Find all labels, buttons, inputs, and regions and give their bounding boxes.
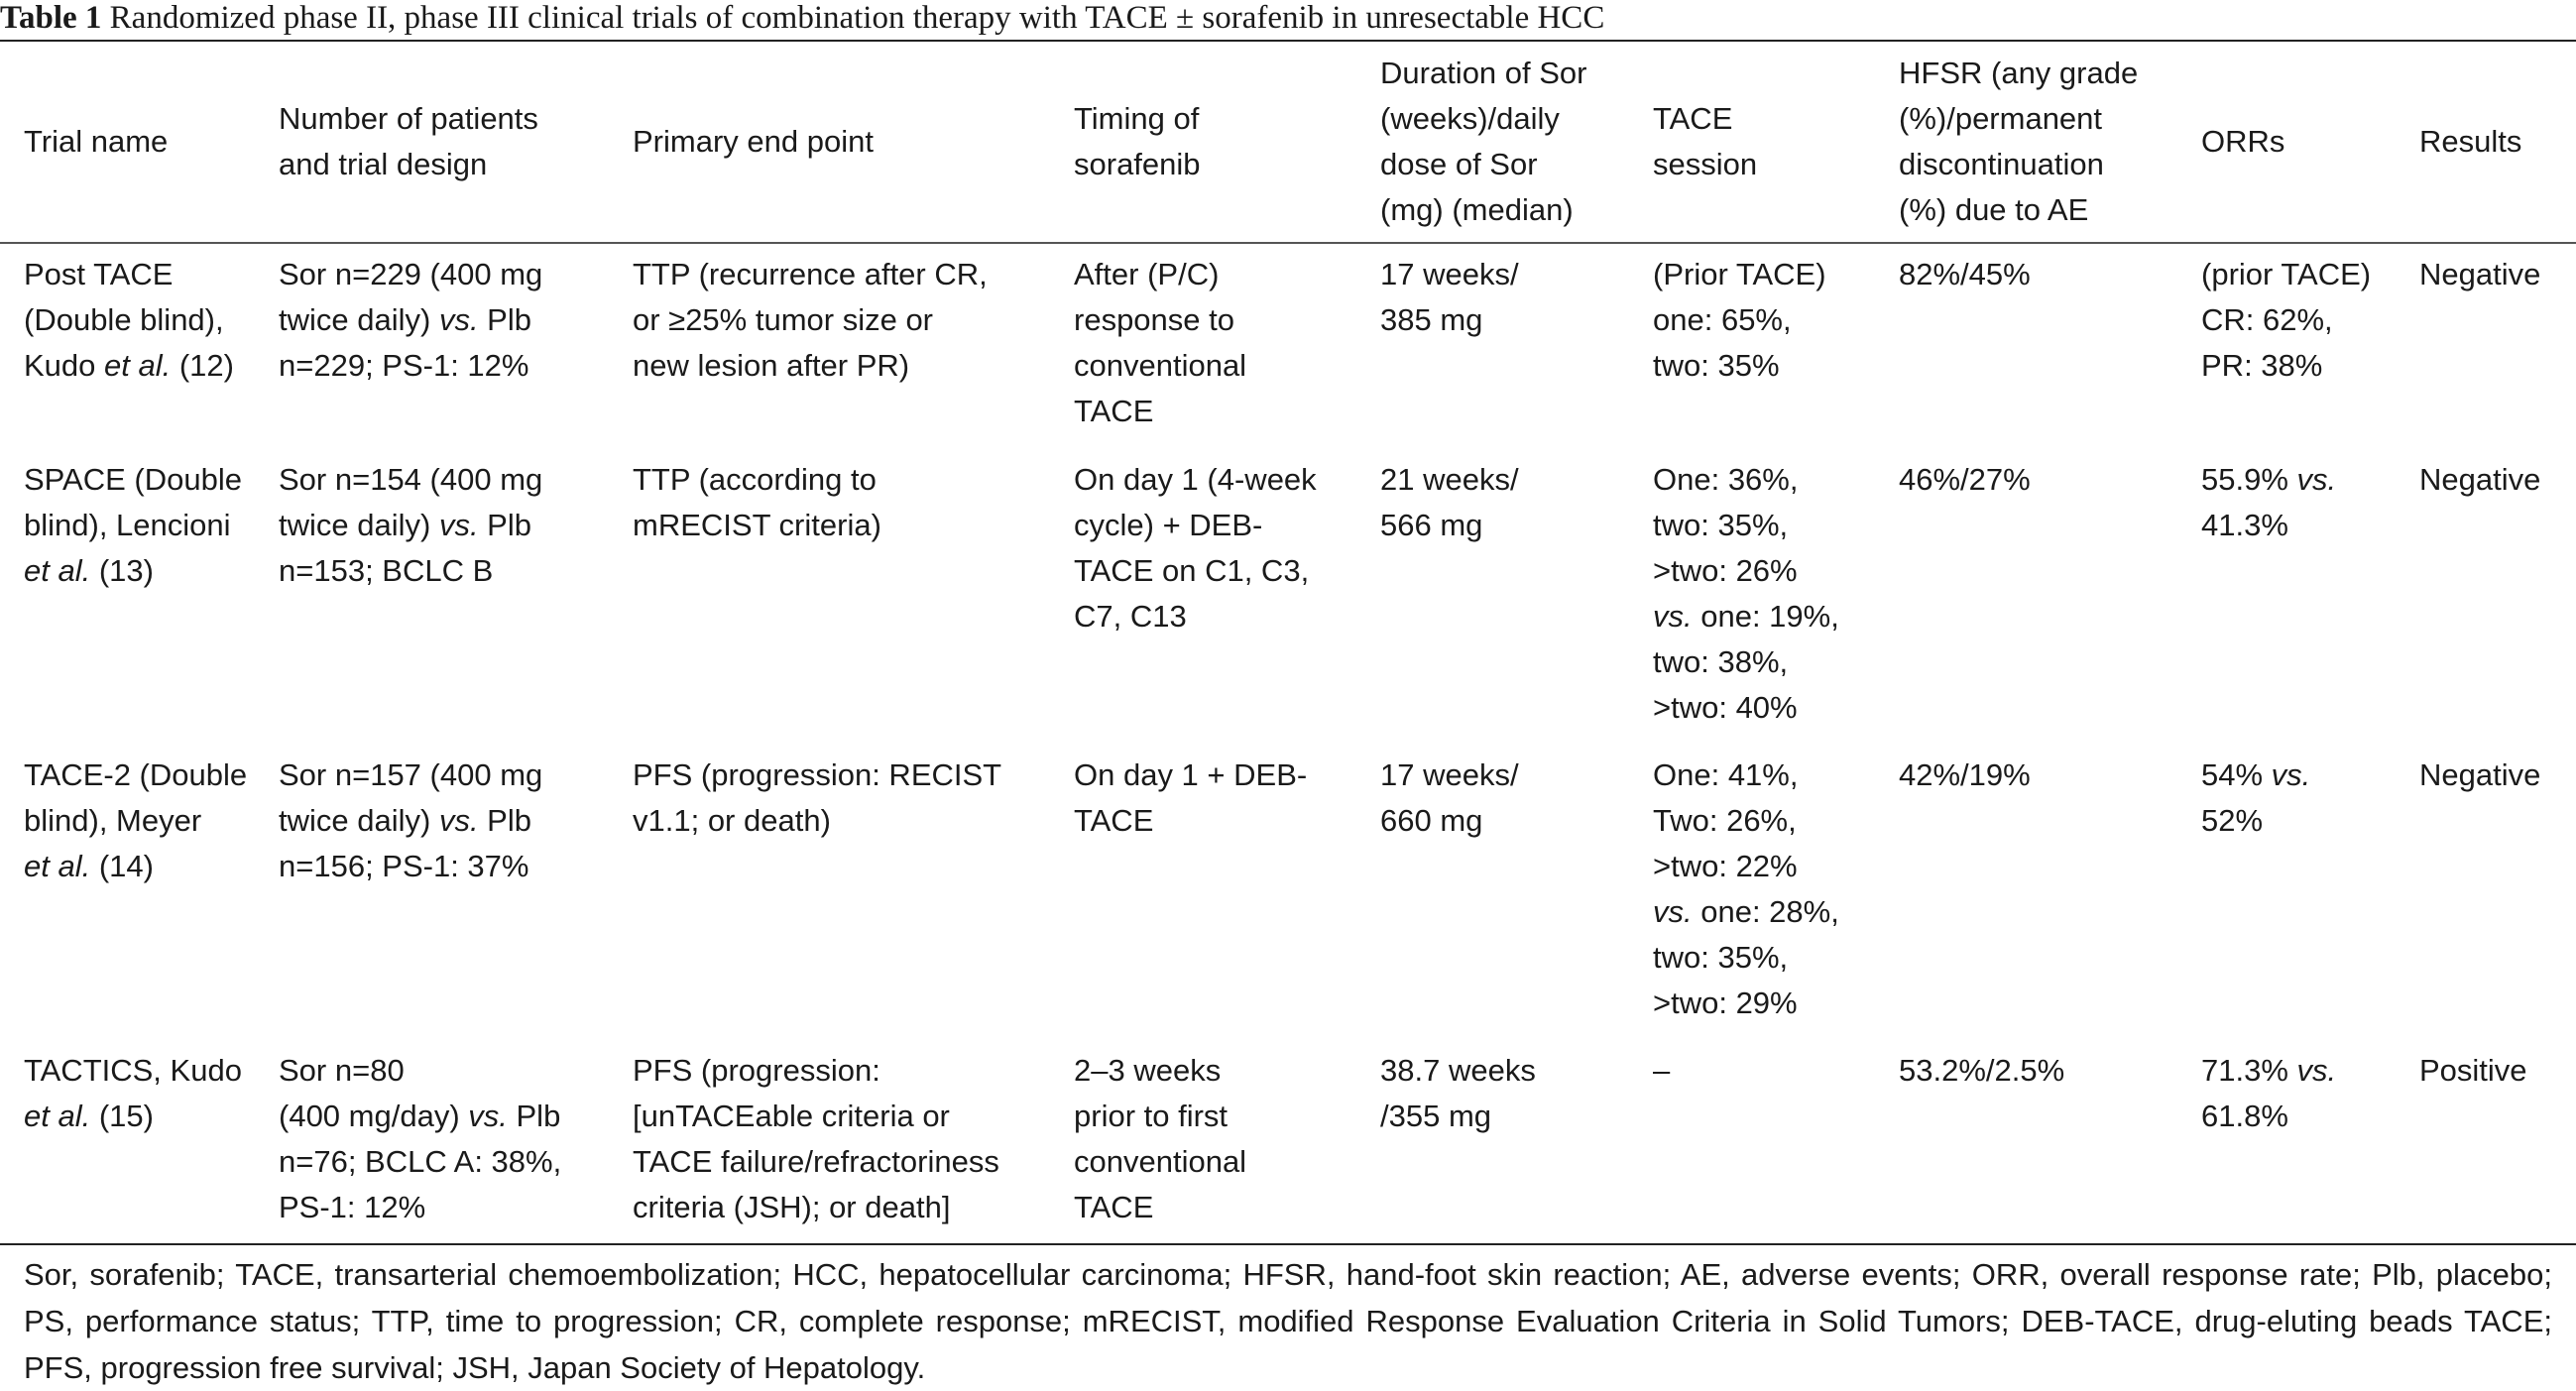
caption-label: Table 1 [0,0,102,36]
trials-table [0,42,2576,1332]
row3-orr: 54% vs. 52% [2201,757,2311,838]
row2-hfsr: 46%/27% [1899,462,2031,497]
row3-endpoint: PFS (progression: RECIST v1.1; or death) [633,757,1002,838]
row1-timing: After (P/C) response to conventional TACE [1074,257,1247,428]
row3-tace: One: 41%, Two: 26%, >two: 22% vs. one: 28%, two: 35%, >two: 29% [1653,757,1839,1020]
bottom-rule [0,1243,2576,1245]
header-trial-name: Trial name [24,124,169,159]
header-tace-session: TACE session [1653,101,1758,181]
row3-patients: Sor n=157 (400 mg twice daily) vs. Plb n=156; PS-1: 37% [279,757,543,883]
row2-trial: SPACE (Double blind), Lencioni et al. (13) [24,462,242,588]
row3-trial: TACE-2 (Double blind), Meyer et al. (14) [24,757,248,883]
row4-tace: – [1653,1053,1671,1088]
row3-hfsr: 42%/19% [1899,757,2031,792]
row2-tace: One: 36%, two: 35%, >two: 26% vs. one: 19%, two: 38%, >two: 40% [1653,462,1839,725]
row4-trial: TACTICS, Kudo et al. (15) [24,1053,242,1133]
row4-endpoint: PFS (progression: [unTACEable criteria or TACE failure/refractoriness criteria (JSH); or death] [633,1053,999,1224]
row1-tace: (Prior TACE) one: 65%, two: 35% [1653,257,1826,383]
row2-result: Negative [2419,462,2541,497]
header-orrs: ORRs [2201,124,2285,159]
header-patients: Number of patients and trial design [279,101,538,181]
table-caption [0,0,2576,38]
row1-endpoint: TTP (recurrence after CR, or ≥25% tumor size or new lesion after PR) [633,257,988,383]
row4-patients: Sor n=80 (400 mg/day) vs. Plb n=76; BCLC A: 38%, PS-1: 12% [279,1053,562,1224]
row4-duration: 38.7 weeks /355 mg [1380,1053,1536,1133]
row2-duration: 21 weeks/ 566 mg [1380,462,1519,542]
table-footnote: Sor, sorafenib; TACE, transarterial chemoembolization; HCC, hepatocellular carcinoma; HFSR, hand-foot skin reaction; AE, adverse events; ORR, overall response rate; Plb, placebo; PS, performance status; TTP, time to progression; CR, complete response; mRECIST, modified Response Evaluation Criteria in Solid Tumors; DEB-TACE, drug-eluting beads TACE; PFS, progression free survival; JSH, Japan Society of Hepatology. [24,1257,2552,1385]
header-hfsr: HFSR (any grade (%)/permanent discontinuation (%) due to AE [1899,56,2139,227]
row1-orr: (prior TACE) CR: 62%, PR: 38% [2201,257,2372,383]
row1-result: Negative [2419,257,2541,291]
header-rule [0,242,2576,244]
row4-result: Positive [2419,1053,2527,1088]
row3-result: Negative [2419,757,2541,792]
row1-hfsr: 82%/45% [1899,257,2031,291]
header-timing: Timing of sorafenib [1074,101,1201,181]
row4-orr: 71.3% vs. 61.8% [2201,1053,2337,1133]
row2-timing: On day 1 (4-week cycle) + DEB- TACE on C1, C3, C7, C13 [1074,462,1317,634]
row3-timing: On day 1 + DEB- TACE [1074,757,1308,838]
header-endpoint: Primary end point [633,124,874,159]
header-results: Results [2419,124,2522,159]
row4-timing: 2–3 weeks prior to first conventional TACE [1074,1053,1247,1224]
row2-patients: Sor n=154 (400 mg twice daily) vs. Plb n=153; BCLC B [279,462,543,588]
row1-duration: 17 weeks/ 385 mg [1380,257,1519,337]
row2-endpoint: TTP (according to mRECIST criteria) [633,462,881,542]
header-duration: Duration of Sor (weeks)/daily dose of Sor (mg) (median) [1380,56,1587,227]
row1-trial: Post TACE (Double blind), Kudo et al. (12) [24,257,234,383]
caption-title: Randomized phase II, phase III clinical trials of combination therapy with TACE ± sorafenib in unresectable HCC [109,0,1605,36]
row3-duration: 17 weeks/ 660 mg [1380,757,1519,838]
row2-orr: 55.9% vs. 41.3% [2201,462,2337,542]
row1-patients: Sor n=229 (400 mg twice daily) vs. Plb n=229; PS-1: 12% [279,257,543,383]
row4-hfsr: 53.2%/2.5% [1899,1053,2065,1088]
